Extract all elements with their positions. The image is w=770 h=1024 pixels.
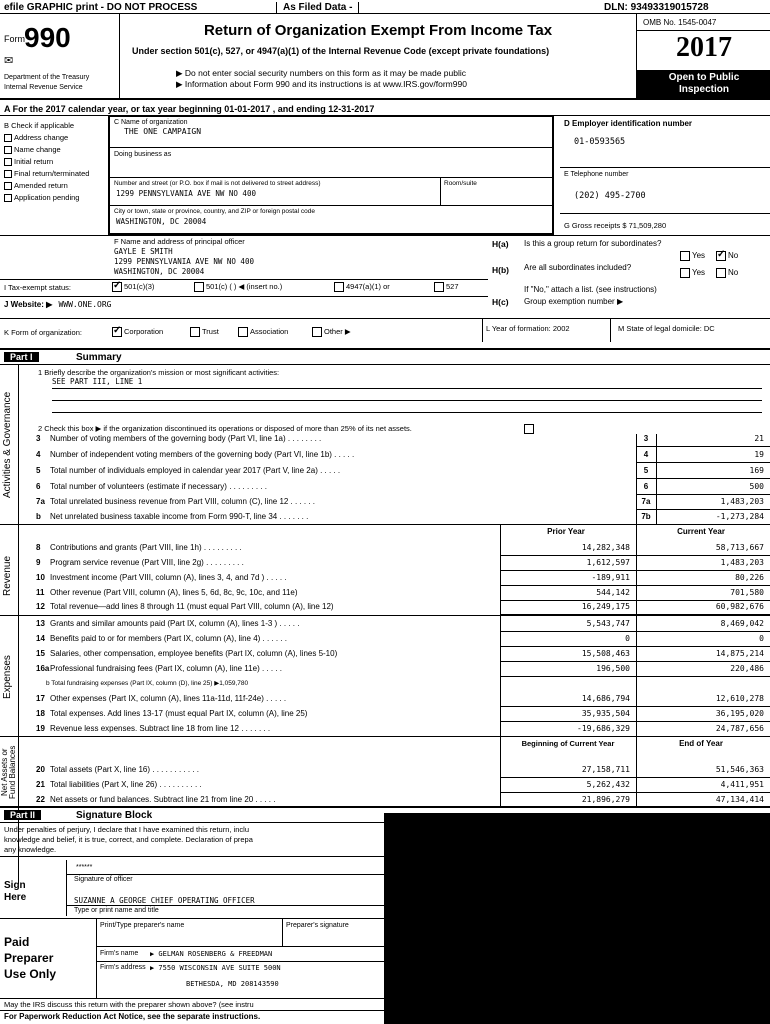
current-year-value: 58,713,667 (715, 543, 764, 552)
money-line-text (36, 558, 244, 567)
form-title: Return of Organization Exempt From Income Tax (203, 22, 553, 39)
efile-label: efile GRAPHIC print - DO NOT PROCESS (4, 2, 198, 13)
hc-text: Group exemption number ▶ (524, 297, 624, 306)
line-description: Number of voting members of the governing body (Part VI, line 1a) . . . . . . . . (50, 434, 322, 443)
mission-label: 1 Briefly describe the organization's mission or most significant activities: (38, 368, 280, 377)
ha-no[interactable]: ✓ No (716, 251, 738, 261)
line-number: 20 (36, 765, 45, 774)
form-id-block (0, 14, 120, 98)
tax-exempt-status (4, 283, 488, 292)
section-h (490, 237, 770, 309)
ha-yes[interactable]: Yes (680, 251, 705, 261)
form-bullet-2: ▶ Information about Form 990 and its instructions is at www.IRS.gov/form990 (176, 79, 467, 89)
org-trust[interactable]: Trust (190, 327, 219, 337)
money-line-text (36, 649, 337, 658)
line-description: Total number of individuals employed in calendar year 2017 (Part V, line 2a) . . . . . (50, 466, 341, 475)
b-opt-amended[interactable]: Amended return (4, 181, 68, 190)
form-word: Form (4, 34, 25, 44)
money-line-text (36, 634, 287, 643)
side-label-revenue: Revenue (2, 555, 13, 597)
prep-sig-label: Preparer's signature (286, 922, 349, 929)
gov-line-text (36, 434, 321, 443)
row-rule (500, 706, 770, 707)
dba-label: Doing business as (114, 151, 172, 158)
status-527[interactable]: 527 (434, 282, 459, 292)
website-label: J Website: ▶ (4, 300, 53, 309)
line-description: Investment income (Part VIII, column (A), lines 3, 4, and 7d ) . . . . . (50, 573, 287, 582)
checkbox[interactable] (190, 327, 200, 337)
line-description: Total expenses. Add lines 13-17 (must equal Part IX, column (A), line 25) (50, 709, 308, 718)
prep-name-label: Print/Type preparer's name (100, 922, 185, 929)
row-rule (500, 600, 770, 601)
gov-line-box: 6 (643, 482, 649, 491)
gov-line-value: 500 (749, 482, 764, 491)
line-number: 17 (36, 694, 45, 703)
b-opt-address[interactable]: Address change (4, 133, 68, 142)
prior-year-value: 16,249,175 (581, 602, 630, 611)
checkbox[interactable] (4, 182, 12, 190)
gov-line-text (36, 482, 267, 491)
hc-label: H(c) (492, 297, 509, 307)
website-row (4, 300, 111, 309)
city-label: City or town, state or province, country, and ZIP or foreign postal code (114, 208, 315, 215)
line-description: Total revenue—add lines 8 through 11 (must equal Part VIII, column (A), line 12) (50, 602, 334, 611)
ein-label: D Employer identification number (564, 119, 693, 128)
checkbox-checked[interactable] (112, 282, 122, 292)
gov-line-value: -1,273,284 (715, 512, 764, 521)
penalty-line-2: knowledge and belief, it is true, correct, and complete. Declaration of prepa (4, 835, 253, 844)
firm-name-label: Firm's name (100, 950, 139, 957)
firm-city: BETHESDA, MD 208143590 (186, 980, 279, 988)
line-number: 6 (36, 482, 41, 491)
firm-addr-label: Firm's address (100, 964, 146, 971)
omb-number: OMB No. 1545-0047 (643, 18, 717, 27)
line-number: 5 (36, 466, 41, 475)
col-prior-year: Prior Year (547, 527, 585, 536)
current-year-value: 1,483,203 (720, 558, 764, 567)
status-501c3[interactable]: ✓ 501(c)(3) (112, 282, 154, 292)
section-b-title: B Check if applicable (4, 121, 75, 130)
section-d (560, 115, 770, 235)
org-association[interactable]: Association (238, 327, 288, 337)
phone-value: (202) 495-2700 (574, 191, 646, 201)
current-year-value: 47,134,414 (715, 795, 764, 804)
current-year-value: 0 (759, 634, 764, 643)
form-subtitle: Under section 501(c), 527, or 4947(a)(1) of the Internal Revenue Code (except private foundations) (132, 46, 550, 56)
b-opt-initial[interactable]: Initial return (4, 157, 53, 166)
tax-year: 2017 (676, 32, 732, 63)
sig-label: Signature of officer (74, 876, 133, 883)
checkbox[interactable] (716, 268, 726, 278)
prior-year-value: 1,612,597 (586, 558, 630, 567)
discontinued-checkbox[interactable] (524, 424, 534, 434)
b-opt-pending[interactable]: Application pending (4, 193, 108, 202)
officer-signer: SUZANNE A GEORGE CHIEF OPERATING OFFICER (74, 896, 255, 905)
paperwork-notice: For Paperwork Reduction Act Notice, see the separate instructions. (4, 1012, 261, 1021)
use-only-label: Use Only (4, 967, 57, 981)
current-year-value: 14,875,214 (715, 649, 764, 658)
checkbox-checked[interactable] (716, 251, 726, 261)
side-label-expenses: Expenses (2, 655, 13, 700)
phone-label: E Telephone number (564, 171, 629, 178)
prior-year-value: 5,543,747 (586, 619, 630, 628)
checkbox[interactable] (238, 327, 248, 337)
gov-line-value: 21 (754, 434, 764, 443)
prior-year-value: 35,935,504 (581, 709, 630, 718)
line-description: Total assets (Part X, line 16) . . . . . . . . . . . (50, 765, 199, 774)
status-501c[interactable]: 501(c) ( ) ◀ (insert no.) (194, 282, 282, 292)
discuss-line: May the IRS discuss this return with the preparer shown above? (see instru (4, 1000, 254, 1009)
side-label-governance: Activities & Governance (2, 391, 13, 499)
line-description: Salaries, other compensation, employee benefits (Part IX, column (A), lines 5-10) (50, 649, 338, 658)
line-number: 3 (36, 434, 41, 443)
org-form-row (4, 324, 770, 337)
current-year-value: 51,546,363 (715, 765, 764, 774)
row-rule (500, 676, 770, 677)
section-b (0, 115, 108, 235)
hb-text: Are all subordinates included? (524, 263, 632, 272)
officer-addr2: WASHINGTON, DC 20004 (114, 267, 205, 276)
part1-tag: Part I (4, 352, 39, 362)
current-year-value: 60,982,676 (715, 602, 764, 611)
current-year-value: 8,469,042 (720, 619, 764, 628)
row-rule (500, 721, 770, 722)
ha-text: Is this a group return for subordinates? (524, 239, 662, 248)
prior-year-value: 15,508,463 (581, 649, 630, 658)
row-rule (500, 646, 770, 647)
gov-line-box: 5 (643, 466, 649, 475)
gov-line-value: 169 (749, 466, 764, 475)
row-rule (500, 661, 770, 662)
checkbox[interactable] (680, 251, 690, 261)
gov-line-value: 19 (754, 450, 764, 459)
line-number: 18 (36, 709, 45, 718)
gov-line-text (36, 497, 315, 506)
section-c (108, 115, 554, 235)
checkbox[interactable] (680, 268, 690, 278)
line-number: 19 (36, 724, 45, 733)
money-line-text (36, 724, 270, 733)
org-name-label: C Name of organization (114, 119, 188, 126)
firm-name: ▶ GELMAN ROSENBERG & FREEDMAN (150, 950, 273, 958)
prior-year-value: 0 (625, 634, 630, 643)
side-label-net-assets: Net Assets or Fund Balances (0, 745, 17, 799)
checkbox[interactable] (312, 327, 322, 337)
money-line-text (36, 619, 299, 628)
prior-year-value: 5,262,432 (586, 780, 630, 789)
org-corporation[interactable]: ✓ Corporation (112, 327, 163, 337)
checkbox-checked[interactable] (112, 327, 122, 337)
officer-addr1: 1299 PENNSYLVANIA AVE NW NO 400 (114, 257, 254, 266)
money-line-text (36, 588, 298, 597)
line-number: 21 (36, 780, 45, 789)
current-year-value: 12,610,278 (715, 694, 764, 703)
line-description: Program service revenue (Part VIII, line 2g) . . . . . . . . . (50, 558, 244, 567)
line-number: 13 (36, 619, 45, 628)
gov-line-box: 7a (641, 497, 651, 506)
line-description: Total number of volunteers (estimate if necessary) . . . . . . . . . (50, 482, 267, 491)
ha-label: H(a) (492, 239, 509, 249)
line-description: Number of independent voting members of the governing body (Part VI, line 1b) . . . . . (50, 450, 355, 459)
col-end-year: End of Year (679, 739, 723, 748)
gov-line-text (36, 450, 354, 459)
line-number: 11 (36, 588, 45, 597)
tax-exempt-label: I Tax-exempt status: (4, 283, 71, 292)
row-rule (500, 631, 770, 632)
prior-year-value: 544,142 (596, 588, 630, 597)
line-description: Other expenses (Part IX, column (A), lines 11a-11d, 11f-24e) . . . . . (50, 694, 287, 703)
row-rule (500, 777, 770, 778)
line-number: 14 (36, 634, 45, 643)
current-year-value: 24,787,656 (715, 724, 764, 733)
header-bar (0, 0, 770, 14)
b-opt-name[interactable]: Name change (4, 145, 61, 154)
line-description: Total unrelated business revenue from Part VIII, column (C), line 12 . . . . . . (50, 497, 316, 506)
gov-line-value: 1,483,203 (720, 497, 764, 506)
gov-line-box: 7b (641, 512, 651, 521)
money-line-text (36, 795, 275, 804)
status-4947[interactable]: 4947(a)(1) or (334, 282, 390, 292)
money-line-text (36, 664, 282, 673)
row-rule (500, 585, 770, 586)
current-year-value: 220,486 (730, 664, 764, 673)
gross-receipts: G Gross receipts $ 71,509,280 (564, 221, 667, 230)
ein-value: 01-0593565 (574, 137, 626, 147)
part2-title: Signature Block (76, 810, 153, 821)
line-description: Contributions and grants (Part VIII, line 1h) . . . . . . . . . (50, 543, 242, 552)
prior-year-value: 196,500 (596, 664, 630, 673)
line-description: Net unrelated business taxable income from Form 990-T, line 34 . . . . . . . (50, 512, 309, 521)
col-current-year: Current Year (677, 527, 725, 536)
line-description: Other revenue (Part VIII, column (A), lines 5, 6d, 8c, 9c, 10c, and 11e) (50, 588, 298, 597)
room-label: Room/suite (444, 180, 477, 187)
row-rule (500, 570, 770, 571)
omb-block (636, 14, 770, 98)
checkbox[interactable] (434, 282, 444, 292)
redaction-block (384, 813, 770, 1024)
org-name: THE ONE CAMPAIGN (124, 127, 202, 136)
mission-value: SEE PART III, LINE 1 (52, 377, 143, 386)
line-number: 12 (36, 602, 45, 611)
hb-label: H(b) (492, 265, 509, 275)
section-f (110, 237, 485, 277)
prior-year-value: 27,158,711 (581, 765, 630, 774)
here-label: Here (4, 892, 27, 903)
dept-irs: Internal Revenue Service (4, 84, 83, 91)
org-other[interactable]: Other ▶ (312, 327, 351, 337)
open-to-public: Open to Public Inspection (637, 70, 770, 98)
paid-label: Paid (4, 935, 30, 949)
line-description: Total liabilities (Part X, line 26) . . . . . . . . . . (50, 780, 202, 789)
b-opt-final[interactable]: Final return/terminated (4, 169, 108, 178)
org-form-label: K Form of organization: (4, 328, 82, 337)
gov-line-text (36, 512, 308, 521)
money-line-text (36, 573, 287, 582)
sig-stars: ****** (76, 864, 93, 871)
firm-addr: ▶ 7550 WISCONSIN AVE SUITE 500N (150, 964, 281, 972)
dln-label: DLN: 93493319015728 (604, 2, 709, 13)
line-description: Professional fundraising fees (Part IX, column (A), line 11e) . . . . . (50, 664, 282, 673)
gov-line-box: 4 (643, 450, 649, 459)
penalty-line-3: any knowledge. (4, 845, 57, 854)
checkbox[interactable] (4, 134, 12, 142)
line-description: Grants and similar amounts paid (Part IX, column (A), lines 1-3 ) . . . . . (50, 619, 300, 628)
line-number: b (36, 512, 41, 521)
dept-treasury: Department of the Treasury (4, 74, 90, 81)
efile-icon: ✉ (4, 55, 14, 67)
line-description: Revenue less expenses. Subtract line 18 from line 12 . . . . . . . (50, 724, 271, 733)
line-number: 15 (36, 649, 45, 658)
line-number: 16a (36, 664, 50, 673)
officer-label: F Name and address of principal officer (114, 237, 245, 246)
money-line-text (36, 709, 307, 718)
line-number: 9 (36, 558, 41, 567)
line-number: 10 (36, 573, 45, 582)
tax-year-line: A For the 2017 calendar year, or tax year beginning 01-01-2017 , and ending 12-31-2017 (4, 104, 375, 114)
city-value: WASHINGTON, DC 20004 (116, 217, 207, 226)
hb-no[interactable]: No (716, 268, 738, 278)
checkbox[interactable] (4, 158, 12, 166)
part2-tag: Part II (4, 810, 41, 820)
current-year-value: 80,226 (735, 573, 764, 582)
hb-yes[interactable]: Yes (680, 268, 705, 278)
website-value[interactable]: WWW.ONE.ORG (58, 300, 112, 309)
gov-line-text (36, 466, 340, 475)
state-domicile: M State of legal domicile: DC (618, 324, 715, 333)
money-line-text (36, 780, 202, 789)
col-begin-year: Beginning of Current Year (521, 739, 615, 748)
line2-row (38, 424, 426, 434)
prior-year-value: 21,896,279 (581, 795, 630, 804)
current-year-value: 4,411,951 (720, 780, 764, 789)
preparer-label: Preparer (4, 951, 54, 965)
line2-text: 2 Check this box ▶ if the organization discontinued its operations or disposed of more than 25% of its net assets. (38, 424, 412, 433)
form-title-block (120, 14, 636, 98)
line-description: Benefits paid to or for members (Part IX, column (A), line 4) . . . . . . (50, 634, 287, 643)
hb-note: If "No," attach a list. (see instructions) (524, 285, 657, 294)
line-number: 22 (36, 795, 45, 804)
prior-year-value: -189,911 (591, 573, 630, 582)
type-label: Type or print name and title (74, 907, 159, 914)
prior-year-value: -19,686,329 (577, 724, 630, 733)
money-line-text (36, 694, 286, 703)
line-number: 4 (36, 450, 41, 459)
row-rule (500, 792, 770, 793)
checkbox[interactable] (194, 282, 204, 292)
officer-name: GAYLE E SMITH (114, 247, 173, 256)
money-line-text (36, 602, 334, 611)
as-filed-label: As Filed Data - (276, 2, 359, 13)
year-formation: L Year of formation: 2002 (486, 324, 570, 333)
line-number: 8 (36, 543, 41, 552)
sign-label: Sign (4, 880, 26, 891)
gov-line-box: 3 (643, 434, 649, 443)
penalty-line-1: Under penalties of perjury, I declare that I have examined this return, inclu (4, 825, 249, 834)
row-rule (500, 555, 770, 556)
street-value: 1299 PENNSYLVANIA AVE NW NO 400 (116, 189, 256, 198)
current-year-value: 701,580 (730, 588, 764, 597)
checkbox[interactable] (4, 170, 12, 178)
prior-year-value: 14,282,348 (581, 543, 630, 552)
line-description: Net assets or fund balances. Subtract line 21 from line 20 . . . . . (50, 795, 276, 804)
form-bullet-1: ▶ Do not enter social security numbers on this form as it may be made public (176, 68, 466, 78)
current-year-value: 36,195,020 (715, 709, 764, 718)
checkbox[interactable] (4, 146, 12, 154)
money-line-text (36, 765, 199, 774)
prior-year-value: 14,686,794 (581, 694, 630, 703)
part1-title: Summary (76, 352, 122, 363)
checkbox[interactable] (4, 194, 12, 202)
money-line-text (36, 543, 242, 552)
line-number: 7a (36, 497, 45, 506)
street-label: Number and street (or P.O. box if mail is not delivered to street address) (114, 180, 321, 187)
line16b: b Total fundraising expenses (Part IX, column (D), line 25) ▶1,059,780 (46, 680, 249, 687)
checkbox[interactable] (334, 282, 344, 292)
form-number: 990 (24, 22, 71, 53)
